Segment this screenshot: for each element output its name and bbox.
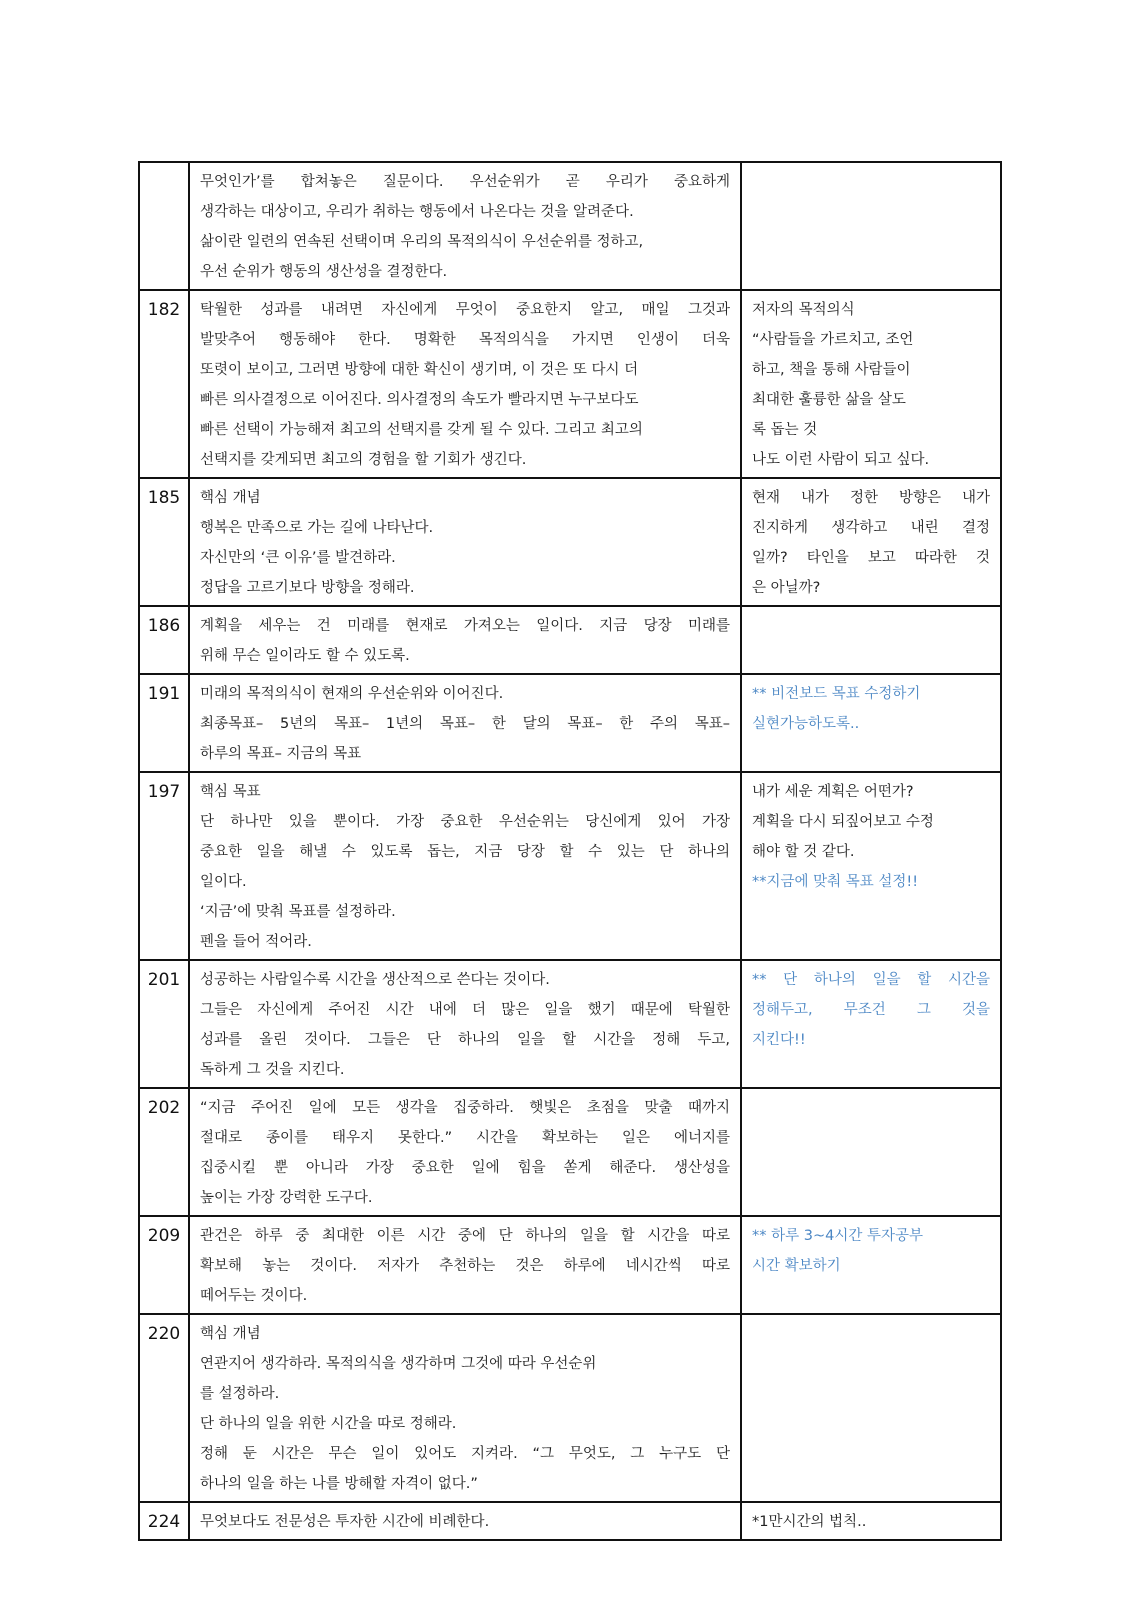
notes-table <box>138 161 1002 1541</box>
quote-line: 높이는 가장 강력한 도구다. <box>200 1190 373 1206</box>
quote-line: 계획을 세우는 건 미래를 현재로 가져오는 일이다. 지금 당장 미래를 <box>200 618 730 634</box>
table-row <box>139 772 1001 960</box>
quote-line: 중요한 일을 해낼 수 있도록 돕는, 지금 당장 할 수 있는 단 하나의 <box>200 844 730 860</box>
quote-line: 빠른 의사결정으로 이어진다. 의사결정의 속도가 빨라지면 누구보다도 <box>200 392 639 408</box>
quote-cell <box>189 478 741 606</box>
table-row <box>139 1314 1001 1502</box>
page-number-cell: 220 <box>139 1314 189 1502</box>
note-cell <box>741 1216 1001 1314</box>
note-line: ** 비전보드 목표 수정하기 <box>752 686 921 702</box>
page-number-cell: 186 <box>139 606 189 674</box>
quote-line: 빠른 선택이 가능해져 최고의 선택지를 갖게 될 수 있다. 그리고 최고의 <box>200 422 643 438</box>
quote-line: 일이다. <box>200 874 247 890</box>
quote-cell <box>189 606 741 674</box>
note-cell <box>741 478 1001 606</box>
quote-line: 정해 둔 시간은 무슨 일이 있어도 지켜라. “그 무엇도, 그 누구도 단 <box>200 1446 730 1462</box>
note-line: *1만시간의 법칙.. <box>752 1514 867 1530</box>
note-line: 일까? 타인을 보고 따라한 것 <box>752 550 990 566</box>
note-line: 최대한 훌륭한 삶을 살도 <box>752 392 906 408</box>
note-line: 저자의 목적의식 <box>752 302 855 318</box>
note-line: 은 아닐까? <box>752 580 821 596</box>
note-cell <box>741 290 1001 478</box>
note-line: 내가 세운 계획은 어떤가? <box>752 784 914 800</box>
table-row <box>139 1502 1001 1540</box>
quote-line: 또렷이 보이고, 그러면 방향에 대한 확신이 생기며, 이 것은 또 다시 더 <box>200 362 639 378</box>
quote-line: 최종목표– 5년의 목표– 1년의 목표– 한 달의 목표– 한 주의 목표– <box>200 716 730 732</box>
note-cell <box>741 1502 1001 1540</box>
page-number-cell: 191 <box>139 674 189 772</box>
quote-line: 집중시킬 뿐 아니라 가장 중요한 일에 힘을 쏟게 해준다. 생산성을 <box>200 1160 730 1176</box>
table-row <box>139 478 1001 606</box>
quote-line: 행복은 만족으로 가는 길에 나타난다. <box>200 520 434 536</box>
quote-line: 를 설정하라. <box>200 1386 280 1402</box>
note-line: 시간 확보하기 <box>752 1258 841 1274</box>
quote-cell <box>189 1502 741 1540</box>
page-number-cell: 224 <box>139 1502 189 1540</box>
note-cell <box>741 960 1001 1088</box>
quote-line: 성공하는 사람일수록 시간을 생산적으로 쓴다는 것이다. <box>200 972 550 988</box>
quote-line: 정답을 고르기보다 방향을 정해라. <box>200 580 415 596</box>
note-line: 하고, 책을 통해 사람들이 <box>752 362 911 378</box>
note-line: 록 돕는 것 <box>752 422 818 438</box>
quote-line: 단 하나만 있을 뿐이다. 가장 중요한 우선순위는 당신에게 있어 가장 <box>200 814 730 830</box>
page-number-cell: 197 <box>139 772 189 960</box>
quote-line: 그들은 자신에게 주어진 시간 내에 더 많은 일을 했기 때문에 탁월한 <box>200 1002 730 1018</box>
quote-line: 선택지를 갖게되면 최고의 경험을 할 기회가 생긴다. <box>200 452 527 468</box>
table-row <box>139 606 1001 674</box>
quote-line: 생각하는 대상이고, 우리가 취하는 행동에서 나온다는 것을 알려준다. <box>200 204 634 220</box>
quote-line: 핵심 목표 <box>200 784 261 800</box>
quote-cell <box>189 960 741 1088</box>
quote-line: “지금 주어진 일에 모든 생각을 집중하라. 햇빛은 초점을 맞출 때까지 <box>200 1100 730 1116</box>
note-line: 계획을 다시 되짚어보고 수정 <box>752 814 934 830</box>
quote-line: 펜을 들어 적어라. <box>200 934 312 950</box>
table-row <box>139 162 1001 290</box>
notes-table-body <box>139 162 1001 1540</box>
quote-line: 탁월한 성과를 내려면 자신에게 무엇이 중요한지 알고, 매일 그것과 <box>200 302 730 318</box>
quote-cell <box>189 290 741 478</box>
quote-cell <box>189 1314 741 1502</box>
quote-cell <box>189 1088 741 1216</box>
note-line: 실현가능하도록.. <box>752 716 860 732</box>
table-row <box>139 1216 1001 1314</box>
quote-line: 하루의 목표– 지금의 목표 <box>200 746 362 762</box>
note-line: 현재 내가 정한 방향은 내가 <box>752 490 990 506</box>
quote-line: 미래의 목적의식이 현재의 우선순위와 이어진다. <box>200 686 504 702</box>
note-line: **지금에 맞춰 목표 설정!! <box>752 874 919 890</box>
note-line: 진지하게 생각하고 내린 결정 <box>752 520 990 536</box>
quote-line: 핵심 개념 <box>200 1326 261 1342</box>
note-line: 해야 할 것 같다. <box>752 844 855 860</box>
page-number-cell: 182 <box>139 290 189 478</box>
quote-line: 삶이란 일련의 연속된 선택이며 우리의 목적의식이 우선순위를 정하고, <box>200 234 644 250</box>
quote-line: 하나의 일을 하는 나를 방해할 자격이 없다.” <box>200 1476 478 1492</box>
table-row <box>139 1088 1001 1216</box>
note-cell <box>741 674 1001 772</box>
note-cell <box>741 1314 1001 1502</box>
table-row <box>139 674 1001 772</box>
note-line: 나도 이런 사람이 되고 싶다. <box>752 452 930 468</box>
quote-line: 독하게 그 것을 지킨다. <box>200 1062 345 1078</box>
note-line: ** 하루 3~4시간 투자공부 <box>752 1228 923 1244</box>
note-cell <box>741 162 1001 290</box>
page-number-cell: 209 <box>139 1216 189 1314</box>
quote-line: 성과를 올린 것이다. 그들은 단 하나의 일을 할 시간을 정해 두고, <box>200 1032 730 1048</box>
quote-line: ‘지금’에 맞춰 목표를 설정하라. <box>200 904 396 920</box>
quote-line: 떼어두는 것이다. <box>200 1288 308 1304</box>
quote-line: 연관지어 생각하라. 목적의식을 생각하며 그것에 따라 우선순위 <box>200 1356 597 1372</box>
quote-line: 핵심 개념 <box>200 490 261 506</box>
note-line: 지킨다!! <box>752 1032 806 1048</box>
quote-line: 무엇보다도 전문성은 투자한 시간에 비례한다. <box>200 1514 490 1530</box>
quote-line: 절대로 종이를 태우지 못한다.” 시간을 확보하는 일은 에너지를 <box>200 1130 730 1146</box>
quote-line: 발맞추어 행동해야 한다. 명확한 목적의식을 가지면 인생이 더욱 <box>200 332 730 348</box>
quote-line: 확보해 놓는 것이다. 저자가 추천하는 것은 하루에 네시간씩 따로 <box>200 1258 730 1274</box>
quote-line: 관건은 하루 중 최대한 이른 시간 중에 단 하나의 일을 할 시간을 따로 <box>200 1228 730 1244</box>
page-number-cell: 202 <box>139 1088 189 1216</box>
table-row <box>139 290 1001 478</box>
page-number-cell <box>139 162 189 290</box>
note-line: 정해두고, 무조건 그 것을 <box>752 1002 990 1018</box>
note-cell <box>741 606 1001 674</box>
note-cell <box>741 1088 1001 1216</box>
note-line: ** 단 하나의 일을 할 시간을 <box>752 972 990 988</box>
note-line: “사람들을 가르치고, 조언 <box>752 332 914 348</box>
quote-line: 자신만의 ‘큰 이유’를 발견하라. <box>200 550 396 566</box>
table-row <box>139 960 1001 1088</box>
quote-cell <box>189 1216 741 1314</box>
page-number-cell: 185 <box>139 478 189 606</box>
quote-cell <box>189 674 741 772</box>
quote-line: 무엇인가’를 합쳐놓은 질문이다. 우선순위가 곧 우리가 중요하게 <box>200 174 730 190</box>
quote-line: 단 하나의 일을 위한 시간을 따로 정해라. <box>200 1416 457 1432</box>
quote-line: 위해 무슨 일이라도 할 수 있도록. <box>200 648 410 664</box>
note-cell <box>741 772 1001 960</box>
quote-cell <box>189 162 741 290</box>
quote-cell <box>189 772 741 960</box>
page-number-cell: 201 <box>139 960 189 1088</box>
quote-line: 우선 순위가 행동의 생산성을 결정한다. <box>200 264 448 280</box>
